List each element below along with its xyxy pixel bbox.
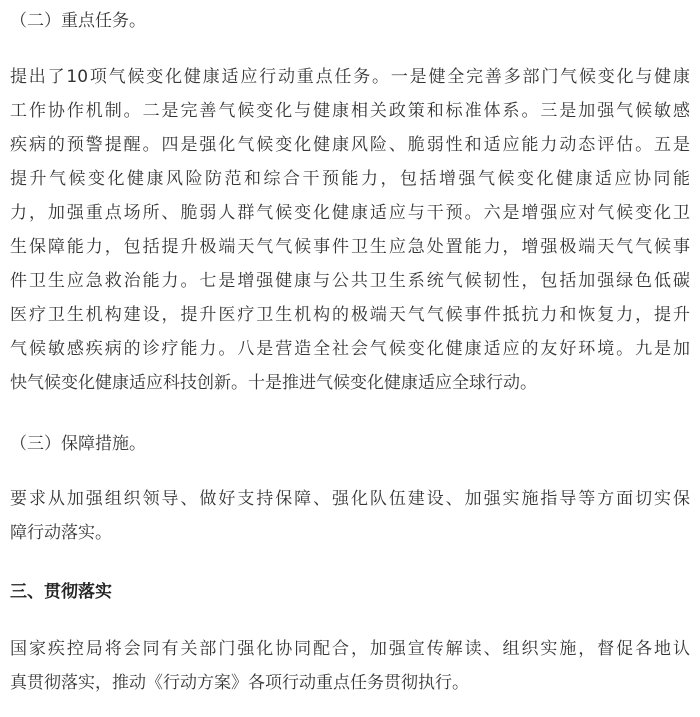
paragraph-line: 国家疾控局将会同有关部门强化协同配合，加强宣传解读、组织实施，督促各地认 [10, 639, 690, 659]
paragraph-line: 力，加强重点场所、脆弱人群气候变化健康适应与干预。六是增强应对气候变化卫 [10, 203, 690, 223]
paragraph-line: 件卫生应急救治能力。七是增强健康与公共卫生系统气候韧性，包括加强绿色低碳 [10, 271, 690, 291]
measures-paragraph [10, 482, 690, 550]
paragraph-line: 真贯彻落实，推动《行动方案》各项行动重点任务贯彻执行。 [10, 673, 469, 693]
implementation-heading: 三、贯彻落实 [10, 582, 112, 602]
paragraph-line: 气候敏感疾病的诊疗能力。八是营造全社会气候变化健康适应的友好环境。九是加 [10, 339, 690, 359]
paragraph-line: 医疗卫生机构建设，提升医疗卫生机构的极端天气气候事件抵抗力和恢复力，提升 [10, 305, 690, 325]
measures-heading: （三）保障措施。 [10, 434, 146, 454]
tasks-paragraph [10, 60, 690, 400]
paragraph-line: 工作协作机制。二是完善气候变化与健康相关政策和标准体系。三是加强气候敏感 [10, 101, 690, 121]
implementation-paragraph [10, 632, 690, 700]
paragraph-line: 要求从加强组织领导、做好支持保障、强化队伍建设、加强实施指导等方面切实保 [10, 489, 690, 509]
paragraph-line: 障行动落实。 [10, 523, 112, 543]
paragraph-line: 生保障能力，包括提升极端天气气候事件卫生应急处置能力，增强极端天气气候事 [10, 237, 690, 257]
paragraph-line: 提升气候变化健康风险防范和综合干预能力，包括增强气候变化健康适应协同能 [10, 169, 690, 189]
paragraph-line: 提出了10项气候变化健康适应行动重点任务。一是健全完善多部门气候变化与健康 [10, 67, 690, 87]
tasks-heading: （二）重点任务。 [10, 11, 146, 31]
paragraph-line: 疾病的预警提醒。四是强化气候变化健康风险、脆弱性和适应能力动态评估。五是 [10, 135, 690, 155]
paragraph-line: 快气候变化健康适应科技创新。十是推进气候变化健康适应全球行动。 [10, 373, 537, 393]
